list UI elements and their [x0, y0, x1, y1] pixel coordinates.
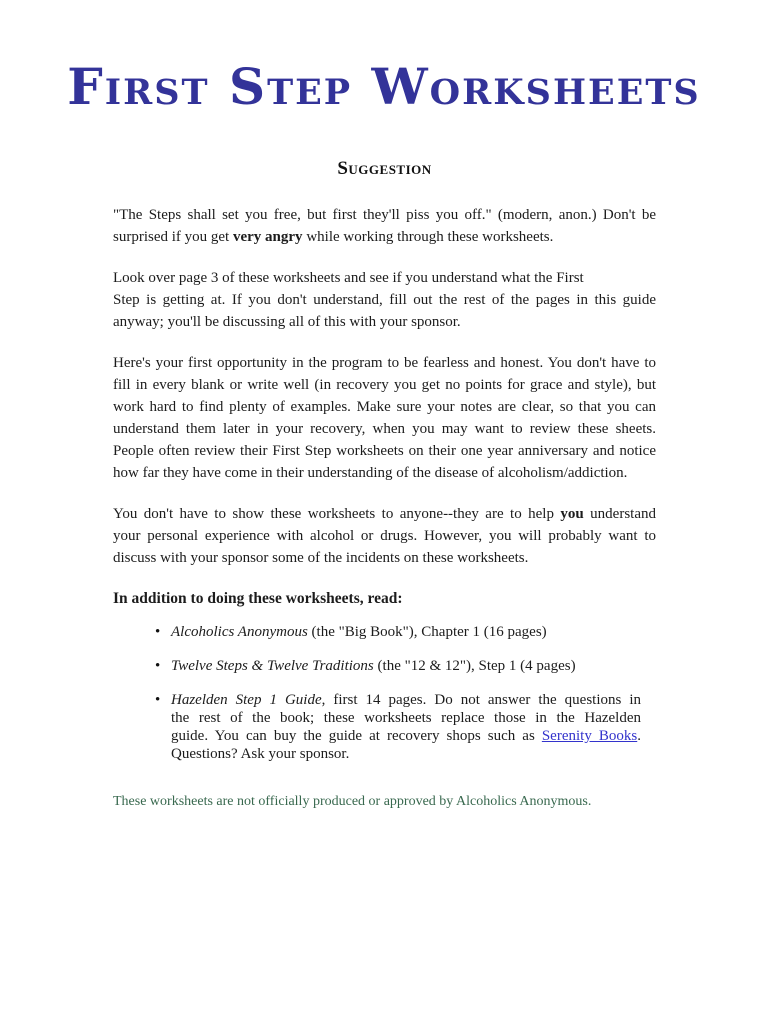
text-run: fill in every blank or write well (in recovery you get no points for grace and style), but: [113, 377, 656, 393]
list-item-hazelden-guide: [155, 691, 656, 763]
text-line: [113, 204, 656, 226]
paragraph-suggestion-quote: [113, 204, 656, 248]
text-line: [171, 657, 641, 675]
text-line: [113, 289, 656, 311]
reading-list: [155, 623, 656, 763]
text-run: discuss with your sponsor some of the incidents on these worksheets.: [113, 550, 529, 566]
text-run: your personal experience with alcohol or drugs. However, you will probably want to: [113, 528, 656, 544]
text-run: Look over page 3 of these worksheets and see if you understand what the First: [113, 270, 584, 286]
text-line: [113, 226, 656, 248]
paragraph-show-worksheets: [113, 503, 656, 569]
serenity-books-link[interactable]: Serenity Books: [541, 728, 638, 744]
text-run: while working through these worksheets.: [302, 229, 554, 245]
paragraph-first-opportunity: [113, 352, 656, 484]
text-run: how far they have come in their understanding of the disease of alcoholism/addiction.: [113, 465, 628, 481]
bold-text: you: [560, 506, 584, 522]
text-line: [113, 267, 656, 289]
disclaimer-note: These worksheets are not officially produced or approved by Alcoholics Anonymous.: [113, 794, 592, 809]
bold-text: very angry: [232, 229, 303, 245]
text-line: [171, 745, 641, 763]
text-run: Here's your first opportunity in the program to be fearless and honest. You don't have to: [113, 355, 656, 371]
text-line: [113, 396, 656, 418]
text-run: understand: [583, 506, 656, 522]
text-line: [113, 440, 656, 462]
read-list-heading: In addition to doing these worksheets, read:: [113, 590, 403, 607]
document-header: [0, 0, 768, 114]
text-run: the rest of the book; these worksheets replace those in the Hazelden: [171, 710, 641, 726]
text-line: [113, 311, 656, 333]
section-heading: Suggestion: [337, 158, 432, 179]
document-title: First Step Worksheets: [67, 57, 701, 116]
bullet-icon: •: [155, 658, 161, 674]
italic-text: Alcoholics Anonymous: [171, 624, 308, 640]
italic-text: Hazelden Step 1 Guide: [171, 692, 322, 708]
text-run: (the "12 & 12"), Step 1 (4 pages): [373, 658, 576, 674]
text-run: surprised if you get: [113, 229, 233, 245]
document-body: [0, 158, 768, 811]
text-run: (the "Big Book"), Chapter 1 (16 pages): [307, 624, 547, 640]
text-line: [171, 623, 641, 641]
text-run: People often review their First Step worksheets on their one year anniversary and notice: [113, 443, 656, 459]
text-run: .: [637, 728, 641, 744]
text-run: guide. You can buy the guide at recovery shops such as: [171, 728, 542, 744]
text-run: Step is getting at. If you don't understand, fill out the rest of the pages in this guide: [113, 292, 656, 308]
paragraph-look-over: [113, 267, 656, 333]
text-line: [113, 418, 656, 440]
bullet-icon: •: [155, 624, 161, 640]
text-line: [171, 727, 641, 745]
text-line: [171, 709, 641, 727]
text-line: [113, 525, 656, 547]
list-item-twelve-twelve: [155, 657, 656, 675]
text-line: [113, 352, 656, 374]
list-item-big-book: [155, 623, 656, 641]
text-run: You don't have to show these worksheets to anyone--they are to help: [113, 506, 561, 522]
text-run: "The Steps shall set you free, but first they'll piss you off." (modern, anon.) Don't be: [113, 207, 656, 223]
text-run: work hard to find plenty of examples. Make sure your notes are clear, so that you can: [113, 399, 656, 415]
text-line: [171, 691, 641, 709]
text-run: Questions? Ask your sponsor.: [171, 746, 350, 762]
text-line: [113, 503, 656, 525]
text-run: anyway; you'll be discussing all of this with your sponsor.: [113, 314, 461, 330]
bullet-icon: •: [155, 692, 161, 708]
italic-text: Twelve Steps & Twelve Traditions: [171, 658, 374, 674]
text-line: [113, 547, 656, 569]
text-run: understand them later in your recovery, when you may want to review these sheets.: [113, 421, 656, 437]
text-line: [113, 374, 656, 396]
text-run: , first 14 pages. Do not answer the questions in: [321, 692, 641, 708]
text-line: [113, 462, 656, 484]
